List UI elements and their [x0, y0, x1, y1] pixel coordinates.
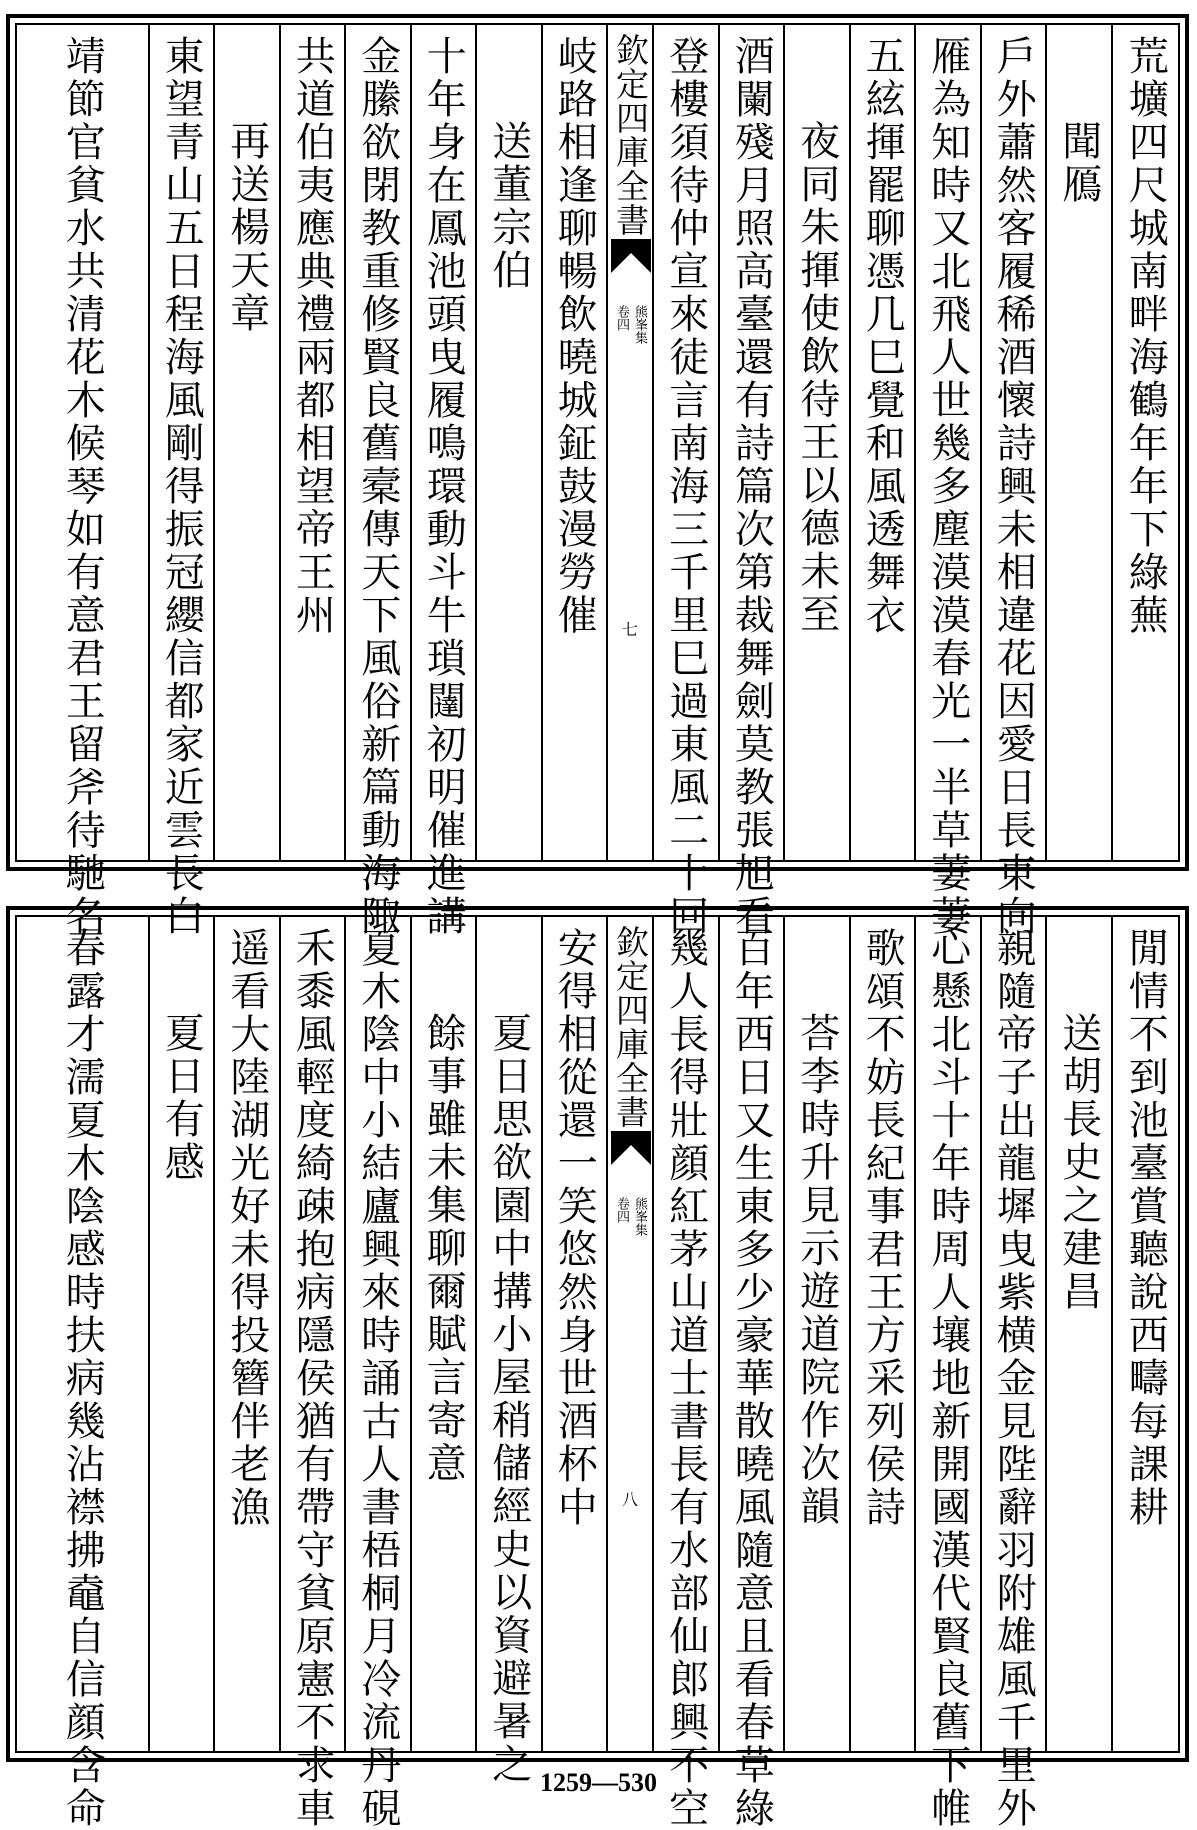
poem-line: 東望青山五日程海風剛得振冠纓信都家近雲長白	[158, 35, 205, 938]
text-column	[916, 917, 982, 1830]
top-page	[6, 14, 1189, 938]
poem-line: 幾人長得壯顔紅茅山道士書長有水部仙郎興不空	[662, 927, 709, 1830]
text-column	[720, 25, 786, 938]
text-column	[17, 917, 150, 1830]
text-column	[281, 25, 347, 860]
book-title: 熊峯集	[632, 1197, 647, 1236]
top-page-columns	[17, 25, 1178, 938]
text-column	[916, 25, 982, 938]
collection-title: 欽定四庫全書	[611, 33, 650, 237]
text-column	[17, 25, 150, 938]
poem-title-column	[477, 25, 543, 860]
poem-line: 五絃揮罷聊憑几巳覺和風透舞衣	[859, 35, 906, 637]
text-column	[150, 25, 216, 938]
text-column	[1113, 917, 1179, 1751]
poem-line: 岐路相逢聊暢飲曉城鉦鼓漫勞催	[551, 35, 598, 637]
poem-line: 雁為知時又北飛人世幾多塵漠漠春光一半草萋萋	[924, 35, 971, 938]
leaf-number: 八	[621, 1490, 638, 1509]
poem-title: 夜同朱揮使飲待王以德未至	[793, 120, 840, 636]
poem-line: 閒情不到池臺賞聽說西疇每課耕	[1122, 927, 1169, 1529]
poem-line: 夏木陰中小結廬興來時誦古人書梧桐月冷流丹硯	[354, 927, 401, 1830]
text-column	[982, 25, 1048, 938]
text-column	[1113, 25, 1179, 860]
poem-title: 再送楊天章	[223, 120, 270, 335]
poem-line: 靖節官貧水共清花木候琴如有意君王留斧待馳名	[59, 35, 106, 938]
text-column	[654, 25, 720, 938]
fishtail-mark-icon	[611, 1131, 651, 1165]
text-column	[720, 917, 786, 1830]
text-column	[215, 917, 281, 1751]
poem-line: 荒壙四尺城南畔海鶴年年下綠蕪	[1122, 35, 1169, 637]
poem-line: 百年西日又生東多少豪華散曉風隨意且看春草綠	[728, 927, 775, 1830]
book-title: 熊峯集	[632, 305, 647, 344]
poem-title-column	[785, 25, 851, 860]
poem-title: 荅李時升見示遊道院作次韻	[793, 1012, 840, 1528]
poem-title: 送董宗伯	[485, 120, 532, 292]
leaf-number: 七	[621, 620, 638, 639]
poem-title-column	[785, 917, 851, 1751]
poem-title-column	[1047, 25, 1113, 860]
margin-subtitle	[610, 1197, 650, 1236]
poem-line: 安得相從還一笑悠然身世酒杯中	[551, 927, 598, 1529]
poem-line: 春露才濡夏木陰感時扶病幾沾襟拂鼀自信顔含命	[59, 927, 106, 1830]
volume-label: 卷四	[614, 305, 629, 331]
text-column	[654, 917, 720, 1830]
poem-line: 金縢欲閉教重修賢良舊槖傳天下風俗新篇動海陬	[354, 35, 401, 938]
poem-title: 送胡長史之建昌	[1055, 1012, 1102, 1313]
poem-line: 禾黍風輕度綺疎抱病隱侯猶有帶守貧原憲不求車	[289, 927, 336, 1830]
text-column	[346, 917, 412, 1830]
fishtail-mark-icon	[611, 239, 651, 273]
text-column	[412, 25, 478, 938]
poem-line: 遥看大陸湖光好未得投簪伴老漁	[223, 927, 270, 1529]
poem-title: 夏日思欲園中搆小屋稍儲經史以資避暑之	[485, 1012, 532, 1786]
poem-title-column	[412, 917, 478, 1751]
poem-title: 夏日有感	[158, 1012, 205, 1184]
poem-line: 十年身在鳳池頭曳履鳴環動斗牛瑣闥初明催進講	[420, 35, 467, 938]
volume-label: 卷四	[614, 1197, 629, 1223]
text-column	[543, 917, 609, 1751]
poem-title: 聞鴈	[1055, 120, 1102, 206]
poem-title-column	[215, 25, 281, 860]
poem-title-column	[477, 917, 543, 1786]
poem-line: 心懸北斗十年時周人壤地新開國漢代賢良舊下帷	[924, 927, 971, 1830]
poem-title-column	[1047, 917, 1113, 1751]
poem-line: 戶外蕭然客履稀酒懷詩興未相違花因愛日長東向	[990, 35, 1037, 938]
top-page-frame	[15, 23, 1180, 938]
center-margin	[608, 25, 654, 860]
collection-title: 欽定四庫全書	[611, 925, 650, 1129]
margin-subtitle	[610, 305, 650, 344]
text-column	[982, 917, 1048, 1830]
text-column	[543, 25, 609, 860]
text-column	[851, 917, 917, 1751]
poem-line: 共道伯夷應典禮兩都相望帝王州	[289, 35, 336, 637]
center-margin	[608, 917, 654, 1751]
page-footer-number: 1259—530	[540, 1768, 657, 1797]
poem-title: 餘事雖未集聊爾賦言寄意	[420, 1012, 467, 1485]
poem-line: 歌頌不妨長紀事君王方采列侯詩	[859, 927, 906, 1529]
poem-line: 親隨帝子出龍墀曳紫横金見陛辭羽附雄風千里外	[990, 927, 1037, 1830]
poem-line: 登樓須待仲宣來徒言南海三千里巳過東風二十回	[662, 35, 709, 938]
text-column	[281, 917, 347, 1830]
poem-title-column	[150, 917, 216, 1751]
poem-line: 酒闌殘月照高臺還有詩篇次第裁舞劍莫教張旭看	[728, 35, 775, 938]
text-column	[346, 25, 412, 938]
text-column	[851, 25, 917, 860]
